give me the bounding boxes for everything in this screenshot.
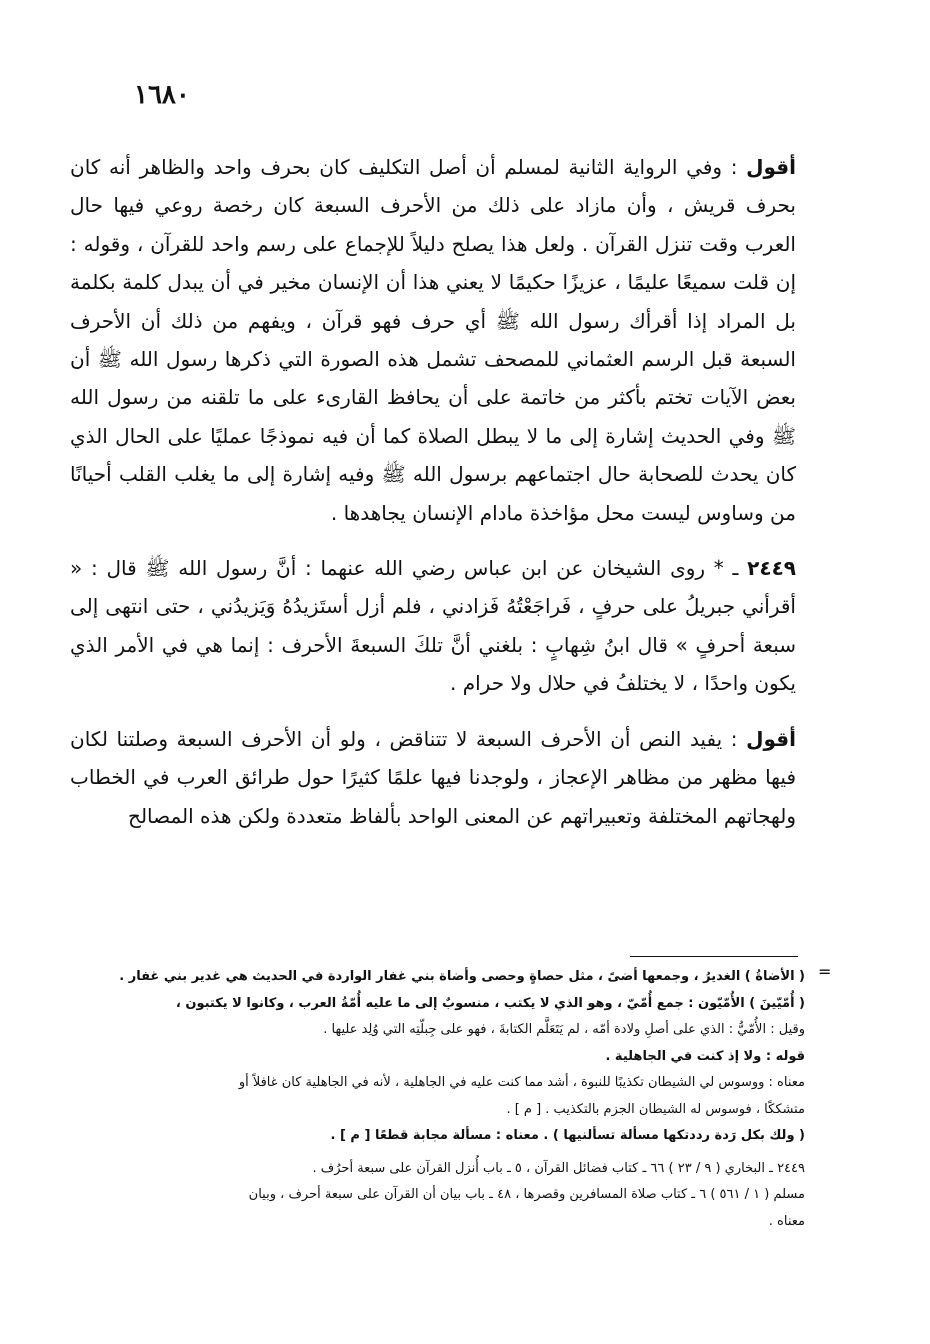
footnotes bbox=[70, 964, 805, 1235]
footnote-line: معناه : ووسوس لي الشيطان تكذيبًا للنبوة ، أشد مما كنت عليه في الجاهلية ، لأنه في الجاهلية كان غافلاً أو bbox=[238, 1075, 805, 1090]
main-text bbox=[70, 148, 796, 835]
footnote-line: ( أُمّيّينَ ) الأُمّيّون : جمع أُمّيّ ، وهو الذي لا يكتب ، منسوبٌ إلى ما عليه أُمّةُ العرب ، وكانوا لا يكتبون ، bbox=[175, 995, 805, 1011]
footnote-source-line: مسلم ( ١ / ٥٦١ ) ٦ ـ كتاب صلاة المسافرين وقصرها ، ٤٨ ـ باب بيان أن القرآن على سبعة أحرف ، وبيان bbox=[248, 1187, 805, 1202]
footnote-continuation-mark: = bbox=[818, 962, 832, 981]
paragraph-lead: أقول bbox=[746, 155, 796, 179]
footnote-source-line: ٢٤٤٩ ـ البخاري ( ٩ / ٢٣ ) ٦٦ ـ كتاب فضائل القرآن ، ٥ ـ باب أُنزل القرآن على سبعة أحرُف . bbox=[312, 1160, 805, 1176]
footnote-divider bbox=[630, 956, 798, 957]
footnote-source-line: معناه . bbox=[768, 1213, 805, 1229]
footnote-line: متشككًا ، فوسوس له الشيطان الجزم بالتكذيب . [ م ] . bbox=[506, 1101, 805, 1117]
paragraph-body: ـ * روى الشيخان عن ابن عباس رضي الله عنهما : أنَّ رسول الله ﷺ قال : « أقرأني جبريلُ على حرفٍ ، فَراجَعْتُهُ فَزادني ، فلم أزل أستَزيدُهُ وَيَزيدُني ، حتى انتهى إلى سبعة أحرفٍ » قال ابنُ شِهابٍ : بلغني أنَّ تلكَ السبعةَ الأحرف : إنما هي في الأمر الذي يكون واحدًا ، لا يختلفُ في حلال ولا حرام . bbox=[70, 556, 796, 696]
paragraph-commentary-1 bbox=[70, 148, 796, 532]
footnote-line: ( ولك بكل رَدة رددتكها مسألة تسألنيها ) . معناه : مسألة مجابة قطعًا [ م ] . bbox=[330, 1128, 805, 1143]
footnote-line: قوله : ولا إذ كنت في الجاهلية . bbox=[605, 1048, 805, 1064]
hadith-number: ٢٤٤٩ bbox=[747, 556, 796, 581]
paragraph-hadith-2449 bbox=[70, 549, 796, 703]
page-number: ١٦٨٠ bbox=[134, 80, 190, 110]
paragraph-commentary-2 bbox=[70, 720, 796, 835]
footnote-line: ( الأضاةُ ) الغديرُ ، وجمعها أضىً ، مثل حصاةٍ وحصى وأضاة بني غفار الواردة في الحديث هي غدير بني غفار . bbox=[119, 969, 805, 984]
footnote-line: وقيل : الأُمّيُّ : الذي على أصلِ ولادة أمّه ، لم يَتَعَلَّم الكتابةَ ، فهو على جِبلّتِه التي وُلِد عليها . bbox=[323, 1022, 805, 1037]
paragraph-body: : يفيد النص أن الأحرف السبعة لا تتناقض ، ولو أن الأحرف السبعة وصلتنا لكان فيها مظهر من مظاهر الإعجاز ، ولوجدنا فيها علمًا كثيرًا حول طرائق العرب في الخطاب ولهجاتهم المختلفة وتعبيراتهم عن المعنى الواحد بألفاظ متعددة ولكن هذه المصالح bbox=[70, 726, 796, 828]
paragraph-body: : وفي الرواية الثانية لمسلم أن أصل التكليف كان بحرف واحد والظاهر أنه كان بحرف قريش ، وأن مازاد على ذلك من الأحرف السبعة كان رخصة روعي فيها حال العرب وقت تنزل القرآن . ولعل هذا يصلح دليلاً للإجماع على رسم واحد للقرآن ، وقوله : إن قلت سميعًا عليمًا ، عزيزًا حكيمًا لا يعني هذا أن الإنسان مخير في أن يبدل كلمة بكلمة بل المراد إذا أقرأك رسول الله ﷺ أي حرف فهو قرآن ، ويفهم من ذلك أن الأحرف السبعة قبل الرسم العثماني للمصحف تشمل هذه الصورة التي ذكرها رسول الله ﷺ أن بعض الآيات تختم بأكثر من خاتمة على أن يحافظ القارىء على ما تلقنه من رسول الله ﷺ وفي الحديث إشارة إلى ما لا يبطل الصلاة كما أن فيه نموذجًا عمليًا على الحال الذي كان يحدث للصحابة حال اجتماعهم برسول الله ﷺ وفيه إشارة إلى ما يغلب القلب أحيانًا من وساوس ليست محل مؤاخذة مادام الإنسان يجاهدها . bbox=[70, 155, 796, 525]
paragraph-lead: أقول bbox=[746, 726, 796, 751]
